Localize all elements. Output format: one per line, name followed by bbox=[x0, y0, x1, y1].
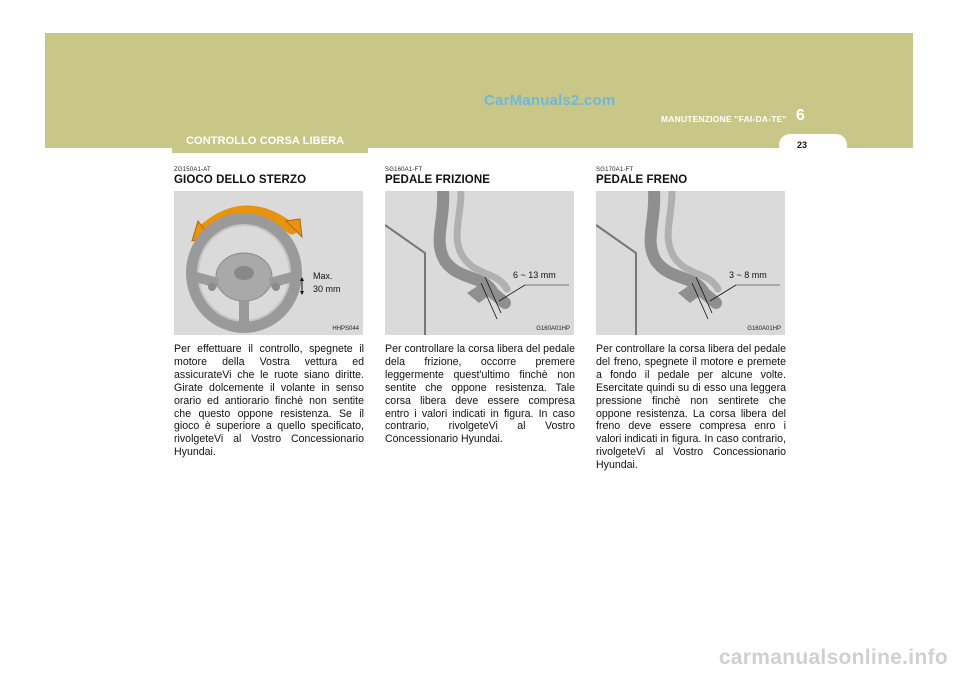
section-heading: PEDALE FRIZIONE bbox=[385, 174, 491, 186]
page-number: 23 bbox=[797, 140, 808, 150]
figure-label: 6 ~ 13 mm bbox=[513, 270, 556, 280]
figure-steering-wheel bbox=[174, 191, 363, 335]
column-brake bbox=[596, 167, 786, 472]
section-heading: GIOCO DELLO STERZO bbox=[174, 174, 307, 186]
section-title: CONTROLLO CORSA LIBERA bbox=[186, 135, 345, 147]
body-text: Per effettuare il controllo, spegnete il motore della Vostra vettura ed assicurateVi che le ruote siano diritte. Girate dolcemente il volante in senso orario ed antiorario finchè non sentite che questo oppone resistenza. Se il gioco è superiore a quello specificato, rivolgeteVi al Vostro Concessionario Hyundai. bbox=[174, 343, 364, 459]
page-number-tab bbox=[779, 134, 847, 156]
figure-clutch-pedal bbox=[385, 191, 574, 335]
section-code: ZG150A1-AT bbox=[174, 167, 211, 173]
watermark-bottom: carmanualsonline.info bbox=[718, 646, 948, 669]
column-steering bbox=[174, 167, 364, 459]
body-text: Per controllare la corsa libera del pedale del freno, spegnete il motore e premete a fondo il pedale per alcune volte. Esercitate quindi su di esso una leggera pressione finchè non sentirete che oppone resistenza. La corsa libera del freno deve essere compresa enro i valori indicati in figura. In caso contrario, rivolgeteVi al Vostro Concessionario Hyundai. bbox=[596, 343, 786, 472]
figure-code: HHPS044 bbox=[332, 326, 359, 332]
figure-label: 30 mm bbox=[313, 284, 341, 294]
brake-pedal-illustration bbox=[596, 191, 785, 335]
figure-label: Max. bbox=[313, 271, 333, 281]
section-code: SG170A1-FT bbox=[596, 167, 634, 173]
chapter-number: 6 bbox=[796, 107, 805, 124]
body-text: Per controllare la corsa libera del pedale dela frizione, occorre premere leggermente quest'ultimo finchè non sentite che oppone resistenza. Tale corsa libera deve essere compresa entro i valori indicati in figura. In caso contrario, rivolgeteVi al Vostro Concessionario Hyundai. bbox=[385, 343, 575, 446]
figure-code: G160A01HP bbox=[747, 326, 781, 332]
chapter-title: MANUTENZIONE "FAI-DA-TE" bbox=[661, 114, 787, 124]
section-heading: PEDALE FRENO bbox=[596, 174, 688, 186]
column-clutch bbox=[385, 167, 575, 446]
steering-wheel-illustration bbox=[174, 191, 363, 335]
header-band bbox=[45, 33, 913, 148]
figure-code: G160A01HP bbox=[536, 326, 570, 332]
figure-label: 3 ~ 8 mm bbox=[729, 270, 767, 280]
clutch-pedal-illustration bbox=[385, 191, 574, 335]
watermark-top: CarManuals2.com bbox=[484, 92, 616, 109]
section-code: SG160A1-FT bbox=[385, 167, 423, 173]
figure-brake-pedal bbox=[596, 191, 785, 335]
